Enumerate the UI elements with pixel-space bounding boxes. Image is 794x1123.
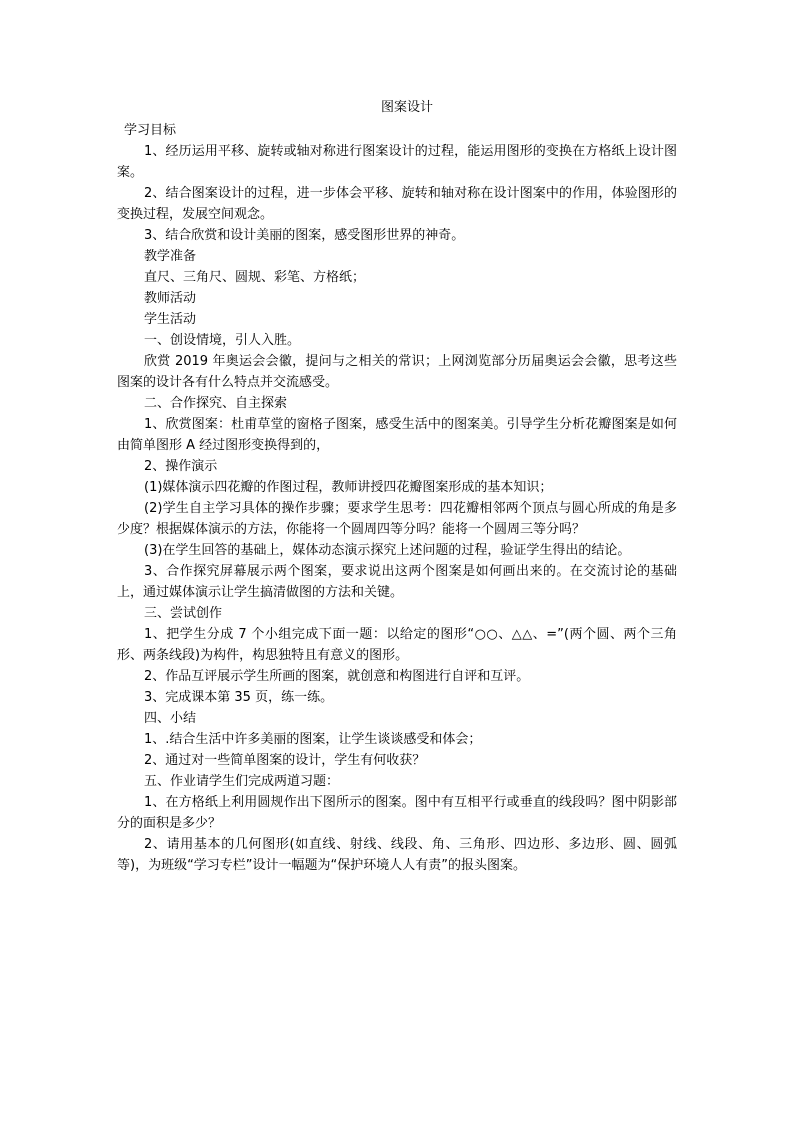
- body-paragraph: (1)媒体演示四花瓣的作图过程，教师讲授四花瓣图案形成的基本知识；: [144, 480, 553, 495]
- step-heading-2: 二、合作探究、自主探索: [144, 396, 288, 411]
- body-paragraph: 2、作品互评展示学生所画的图案，就创意和构图进行自评和互评。: [144, 669, 530, 684]
- step-heading-4: 四、小结: [144, 711, 197, 726]
- goal-paragraph-1: 1、经历运用平移、旋转或轴对称进行图案设计的过程，能运用图形的变换在方格纸上设计图案。: [117, 144, 677, 180]
- body-paragraph: (3)在学生回答的基础上，媒体动态演示探究上述问题的过程，验证学生得出的结论。: [144, 543, 631, 558]
- body-paragraph: 1、欣赏图案：杜甫草堂的窗格子图案，感受生活中的图案美。引导学生分析花瓣图案是如何由简单图形 A 经过图形变换得到的，: [117, 417, 677, 453]
- document-page: [117, 96, 677, 876]
- preparation-list: 直尺、三角尺、圆规、彩笔、方格纸；: [144, 270, 366, 285]
- body-paragraph: 2、请用基本的几何图形(如直线、射线、线段、角、三角形、四边形、多边形、圆、圆弧等)，为班级“学习专栏”设计一幅题为“保护环境人人有责”的报头图案。: [117, 837, 677, 873]
- body-paragraph: 1、把学生分成 7 个小组完成下面一题：以给定的图形“○○、△△、=”(两个圆、两个三角形、两条线段)为构件，构思独特且有意义的图形。: [117, 627, 677, 663]
- step-heading-1: 一、创设情境，引人入胜。: [144, 333, 301, 348]
- section-heading-teacher-activity: 教师活动: [144, 291, 197, 306]
- section-heading-preparation: 教学准备: [144, 249, 197, 264]
- section-heading-learning-goals: 学习目标: [124, 123, 177, 138]
- body-paragraph: 2、操作演示: [144, 459, 218, 474]
- goal-paragraph-3: 3、结合欣赏和设计美丽的图案，感受图形世界的神奇。: [144, 228, 465, 243]
- body-paragraph: 欣赏 2019 年奥运会会徽，提问与之相关的常识；上网浏览部分历届奥运会会徽，思考这些图案的设计各有什么特点并交流感受。: [117, 354, 677, 390]
- body-paragraph: 3、合作探究屏幕展示两个图案，要求说出这两个图案是如何画出来的。在交流讨论的基础上，通过媒体演示让学生搞清做图的方法和关键。: [117, 564, 677, 600]
- body-paragraph: 3、完成课本第 35 页，练一练。: [144, 690, 334, 705]
- body-paragraph: 1、.结合生活中许多美丽的图案，让学生谈谈感受和体会；: [144, 732, 482, 747]
- body-paragraph: 2、通过对一些简单图案的设计，学生有何收获？: [144, 753, 426, 768]
- body-paragraph: 1、在方格纸上利用圆规作出下图所示的图案。图中有互相平行或垂直的线段吗？图中阴影部分的面积是多少？: [117, 795, 677, 831]
- step-heading-3: 三、尝试创作: [144, 606, 223, 621]
- document-title: 图案设计: [380, 100, 433, 115]
- section-heading-student-activity: 学生活动: [144, 312, 197, 327]
- body-paragraph: (2)学生自主学习具体的操作步骤；要求学生思考：四花瓣相邻两个顶点与圆心所成的角是多少度？根据媒体演示的方法，你能将一个圆周四等分吗？能将一个圆周三等分吗？: [117, 501, 677, 537]
- goal-paragraph-2: 2、结合图案设计的过程，进一步体会平移、旋转和轴对称在设计图案中的作用，体验图形的变换过程，发展空间观念。: [117, 186, 677, 222]
- step-heading-5: 五、作业请学生们完成两道习题：: [144, 774, 340, 789]
